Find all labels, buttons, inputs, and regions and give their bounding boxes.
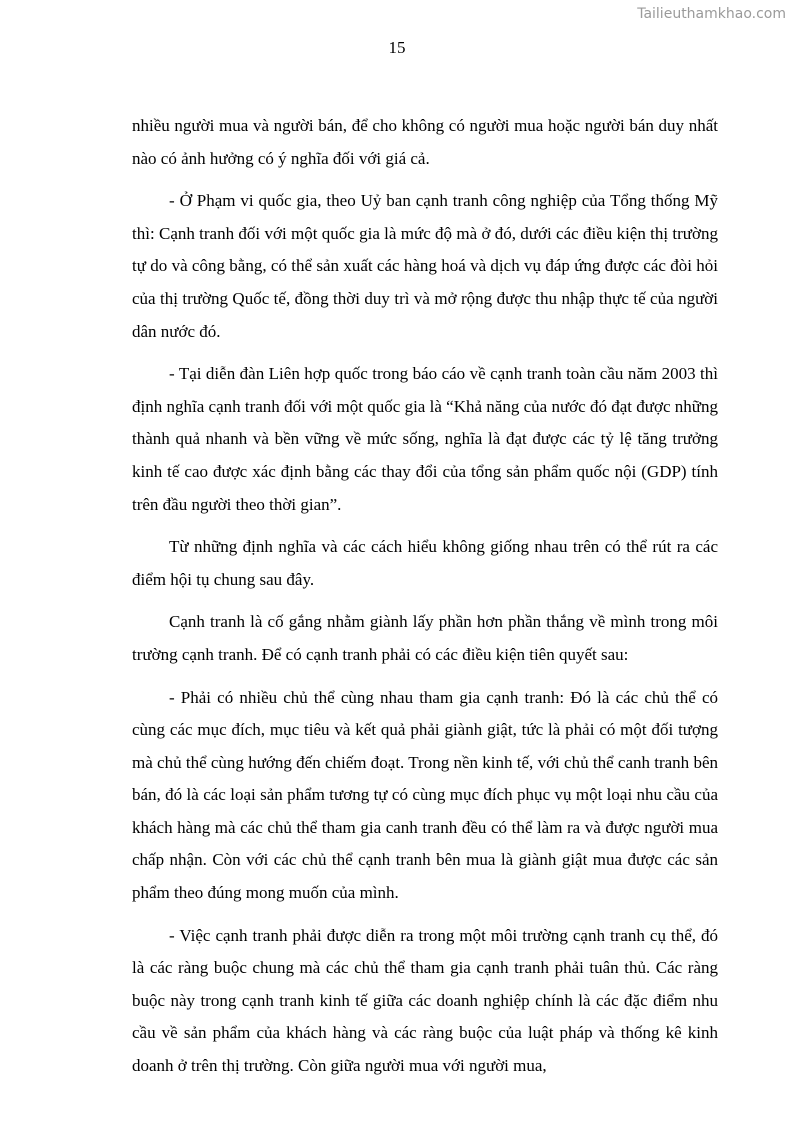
paragraph: - Việc cạnh tranh phải được diễn ra trong một môi trường cạnh tranh cụ thể, đó là các ràng buộc chung mà các chủ thể tham gia cạnh tranh phải tuân thủ. Các ràng buộc này trong cạnh tranh kinh tế giữa các doanh nghiệp chính là các đặc điểm nhu cầu về sản phẩm của khách hàng và các ràng buộc của luật pháp và thống kê kinh doanh ở trên thị trường. Còn giữa người mua với người mua,	[132, 925, 718, 1076]
paragraph: - Phải có nhiều chủ thể cùng nhau tham gia cạnh tranh: Đó là các chủ thể có cùng các mục đích, mục tiêu và kết quả phải giành giật, tức là phải có một đối tượng mà chủ thể cùng hướng đến chiếm đoạt. Trong nền kinh tế, với chủ thể canh tranh bên bán, đó là các loại sản phẩm tương tự có cùng mục đích phục vụ một loại nhu cầu của khách hàng mà các chủ thể tham gia canh tranh đều có thể làm ra và được người mua chấp nhận. Còn với các chủ thể cạnh tranh bên mua là giành giật mua được các sản phẩm theo đúng mong muốn của mình.	[132, 687, 718, 903]
paragraph: nhiều người mua và người bán, để cho không có người mua hoặc người bán duy nhất nào có ảnh hưởng có ý nghĩa đối với giá cả.	[132, 116, 718, 168]
watermark: Tailieuthamkhao.com	[637, 6, 786, 22]
page-number: 15	[388, 38, 406, 57]
paragraph: - Tại diễn đàn Liên hợp quốc trong báo cáo về cạnh tranh toàn cầu năm 2003 thì định nghĩa cạnh tranh đối với một quốc gia là “Khả năng của nước đó đạt được những thành quả nhanh và bền vững về mức sống, nghĩa là đạt được các tỷ lệ tăng trưởng kinh tế cao được xác định bằng các thay đổi của tổng sản phẩm quốc nội (GDP) tính trên đầu người theo thời gian”.	[132, 364, 718, 514]
paragraph: Cạnh tranh là cố gắng nhằm giành lấy phần hơn phần thắng về mình trong môi trường cạnh tranh. Để có cạnh tranh phải có các điều kiện tiên quyết sau:	[132, 612, 718, 664]
paragraph: - Ở Phạm vi quốc gia, theo Uỷ ban cạnh tranh công nghiệp của Tổng thống Mỹ thì: Cạnh tranh đối với một quốc gia là mức độ mà ở đó, dưới các điều kiện thị trường tự do và công bằng, có thể sản xuất các hàng hoá và dịch vụ đáp ứng được các đòi hỏi của thị trường Quốc tế, đồng thời duy trì và mở rộng được thu nhập thực tế của người dân nước đó.	[132, 191, 718, 341]
body-text	[132, 110, 718, 1093]
paragraph: Từ những định nghĩa và các cách hiểu không giống nhau trên có thể rút ra các điểm hội tụ chung sau đây.	[132, 537, 718, 589]
